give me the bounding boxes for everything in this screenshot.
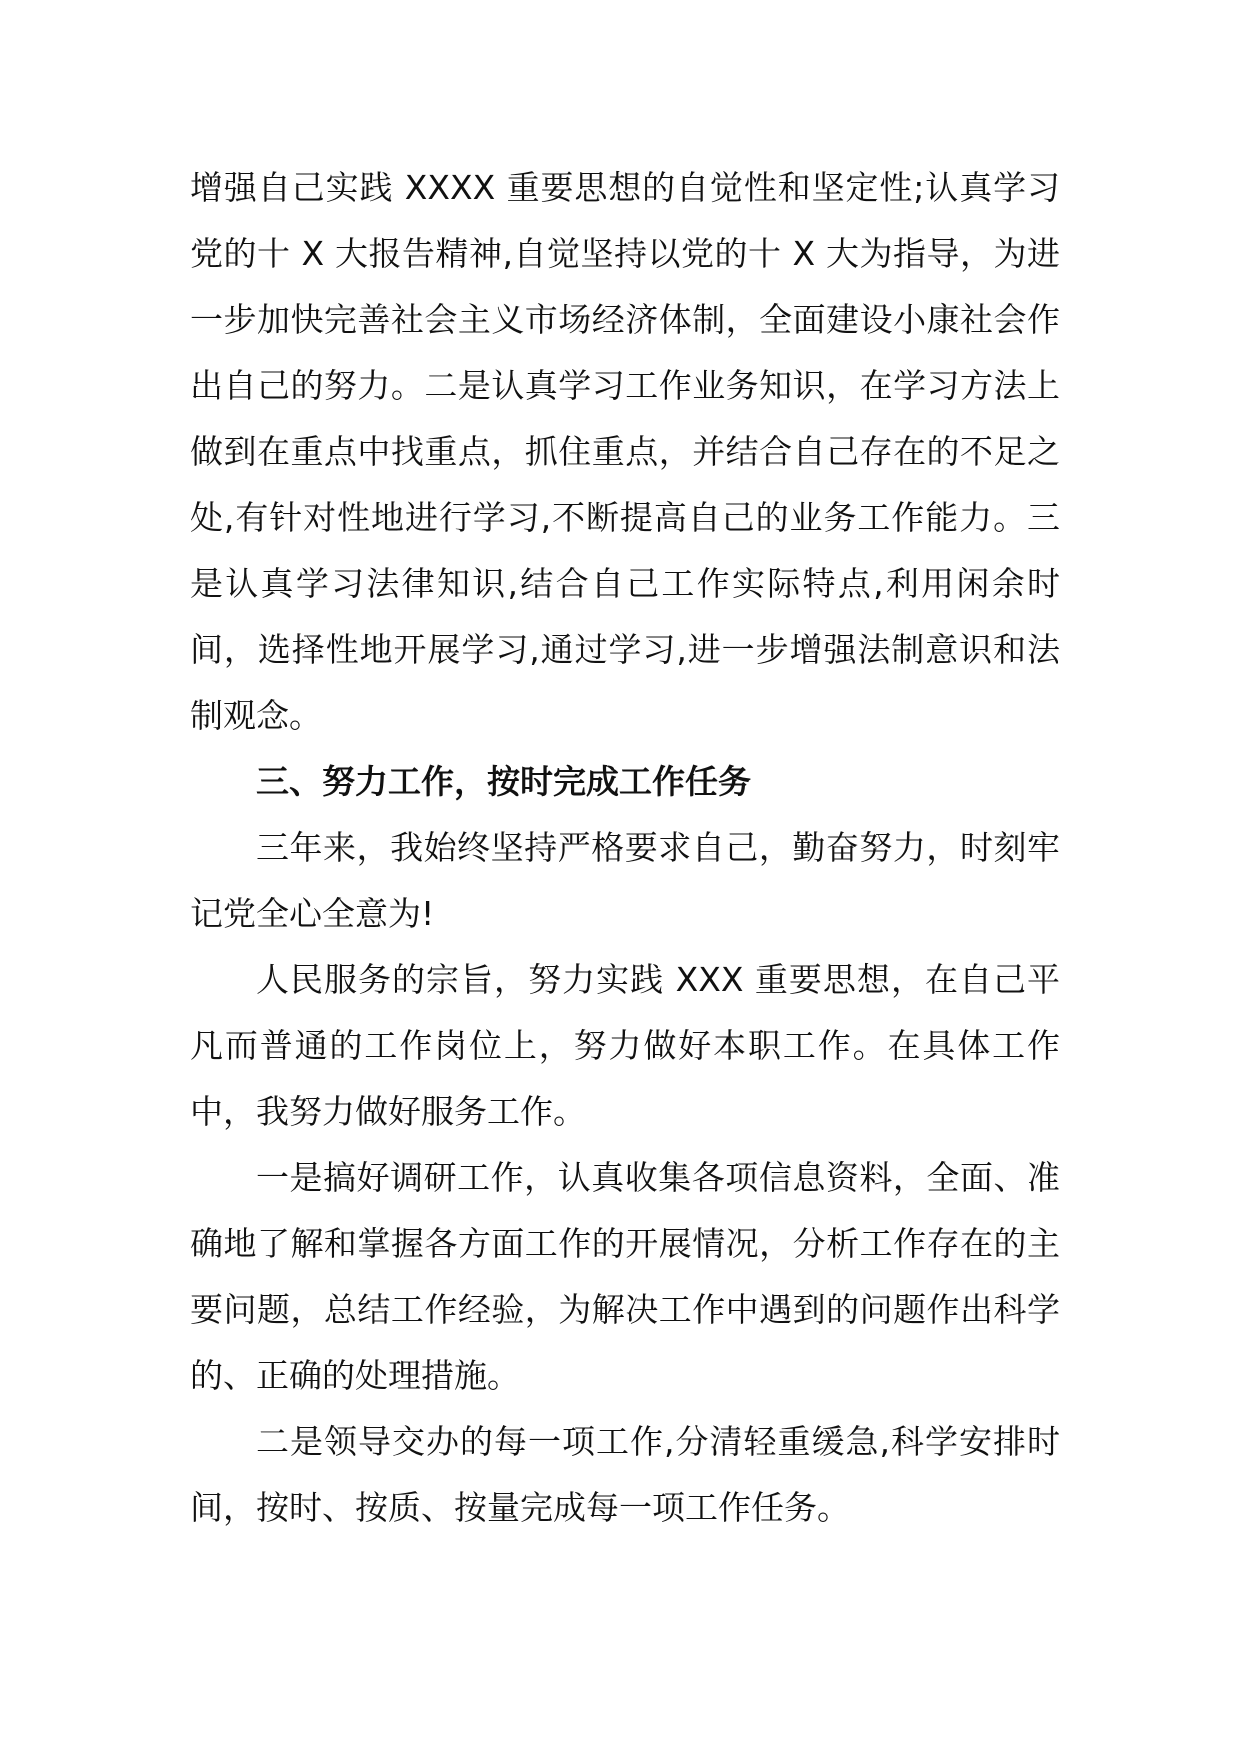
paragraph-continued-study: 增强自己实践 XXXX 重要思想的自觉性和坚定性;认真学习党的十 X 大报告精神,自觉坚持以党的十 X 大为指导，为进一步加快完善社会主义市场经济体制，全面建设小康社会作出自己的努力。二是认真学习工作业务知识，在学习方法上做到在重点中找重点，抓住重点，并结合自己存在的不足之处,有针对性地进行学习,不断提高自己的业务工作能力。三是认真学习法律知识,结合自己工作实际特点,利用闲余时间，选择性地开展学习,通过学习,进一步增强法制意识和法制观念。 <box>190 168 1060 735</box>
paragraph-serve-people: 人民服务的宗旨，努力实践 XXX 重要思想，在自己平凡而普通的工作岗位上，努力做好本职工作。在具体工作中，我努力做好服务工作。 <box>190 960 1060 1131</box>
section-heading-3: 三、努力工作，按时完成工作任务 <box>256 762 751 801</box>
paragraph-research-work: 一是搞好调研工作，认真收集各项信息资料，全面、准确地了解和掌握各方面工作的开展情况，分析工作存在的主要问题，总结工作经验，为解决工作中遇到的问题作出科学的、正确的处理措施。 <box>190 1158 1060 1395</box>
paragraph-three-years: 三年来，我始终坚持严格要求自己，勤奋努力，时刻牢记党全心全意为! <box>190 828 1060 933</box>
document-body <box>190 155 1060 1541</box>
paragraph-assigned-tasks: 二是领导交办的每一项工作,分清轻重缓急,科学安排时间，按时、按质、按量完成每一项工作任务。 <box>190 1422 1060 1527</box>
